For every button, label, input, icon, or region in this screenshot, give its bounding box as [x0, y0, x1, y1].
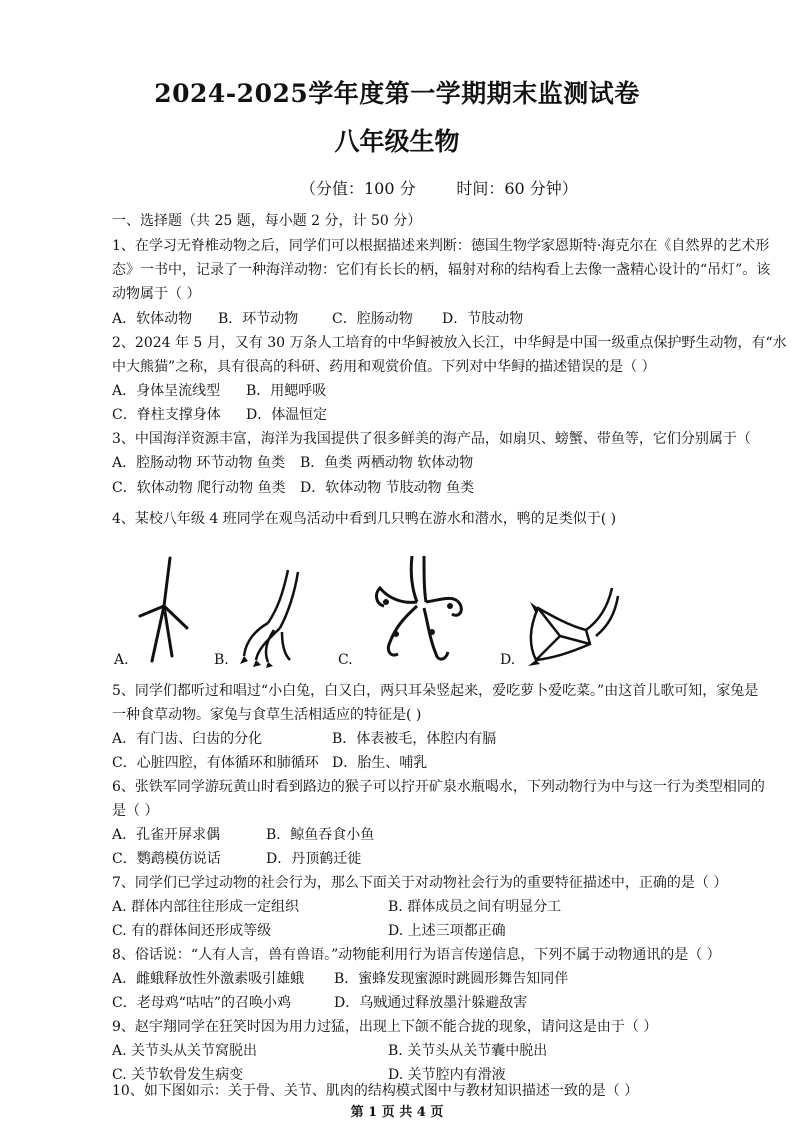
exam-subject: 八年级生物 — [334, 127, 460, 156]
q2-option-a: A．身体呈流线型 — [112, 383, 221, 399]
q3-option-d: D．软体动物 节肢动物 鱼类 — [300, 480, 475, 496]
q4-text-line1: 4、某校八年级 4 班同学在观鸟活动中看到几只鸭在游水和潜水，鸭的足类似于( ) — [112, 511, 617, 527]
foot-b-image — [238, 568, 308, 668]
q9-option-c: C. 关节软骨发生病变 — [112, 1067, 244, 1083]
q5-option-b: B．体表被毛，体腔内有膈 — [332, 731, 497, 747]
q6-option-a: A．孔雀开屏求偶 — [112, 827, 221, 843]
q5-text-line2: 一种食草动物。家兔与食草生活相适应的特征是( ) — [112, 707, 422, 723]
q8-option-b: B．蜜蜂发现蜜源时跳圆形舞告知同伴 — [334, 971, 569, 987]
exam-title: 2024-2025学年度第一学期期末监测试卷 — [154, 79, 640, 108]
q1-text-line3: 动物属于（ ） — [112, 286, 201, 302]
q6-option-d: D．丹顶鹤迁徙 — [266, 851, 362, 867]
foot-d-image — [520, 586, 620, 671]
q2-text-line1: 2、2024 年 5 月，又有 30 万条人工培育的中华鲟被放入长江，中华鲟是中国一级重点保护野生动物，有“水 — [112, 335, 787, 351]
foot-b-label: B. — [214, 652, 229, 668]
q7-text-line1: 7、同学们已学过动物的社会行为，那么下面关于对动物社会行为的重要特征描述中，正确的是（ ） — [112, 875, 728, 891]
q7-option-b: B. 群体成员之间有明显分工 — [388, 899, 562, 915]
q7-option-c: C. 有的群体间还形成等级 — [112, 923, 272, 939]
foot-a-label: A. — [114, 652, 129, 668]
q2-option-d: D．体温恒定 — [246, 407, 328, 423]
foot-a-image — [132, 556, 192, 666]
q8-option-a: A．雌蛾释放性外激素吸引雄蛾 — [112, 971, 305, 987]
foot-c-label: C. — [338, 652, 353, 668]
exam-meta: （分值：100 分 时间：60 分钟） — [300, 179, 578, 198]
q6-text-line2: 是（ ） — [112, 803, 159, 819]
q5-option-a: A．有门齿、臼齿的分化 — [112, 731, 263, 747]
q6-text-line1: 6、张铁军同学游玩黄山时看到路边的猴子可以拧开矿泉水瓶喝水，下列动物行为中与这一行为类型相同的 — [112, 779, 765, 795]
q5-option-d: D．胎生、哺乳 — [332, 755, 428, 771]
page-footer: 第 1 页 共 4 页 — [350, 1105, 444, 1120]
q6-option-c: C．鹦鹉模仿说话 — [112, 851, 221, 867]
q9-text-line1: 9、赵宇翔同学在狂笑时因为用力过猛，出现上下颌不能合拢的现象，请问这是由于（ ） — [112, 1019, 658, 1035]
q8-option-c: C．老母鸡“咕咕”的召唤小鸡 — [112, 995, 292, 1011]
q2-option-c: C．脊柱支撑身体 — [112, 407, 221, 423]
q2-option-b: B．用鳃呼吸 — [246, 383, 327, 399]
q1-option-a: A．软体动物 — [112, 311, 193, 327]
foot-c-image — [362, 554, 472, 669]
q5-option-c: C．心脏四腔，有体循环和肺循环 — [112, 755, 319, 771]
q8-option-d: D．乌贼通过释放墨汁躲避敌害 — [334, 995, 528, 1011]
q8-text-line1: 8、俗话说：“人有人言，兽有兽语。”动物能利用行为语言传递信息，下列不属于动物通讯的是（ ） — [112, 947, 721, 963]
q10-text-line1: 10、如下图如示：关于骨、关节、肌肉的结构模式图中与教材知识描述一致的是（ ） — [112, 1083, 639, 1099]
q7-option-a: A. 群体内部往往形成一定组织 — [112, 899, 300, 915]
q1-text-line2: 态》一书中，记录了一种海洋动物：它们有长长的柄，辐射对称的结构看上去像一盏精心设计的“吊灯”。该 — [112, 262, 771, 278]
section-heading: 一、选择题（共 25 题，每小题 2 分，计 50 分） — [112, 213, 422, 229]
q1-option-b: B．环节动物 — [218, 311, 299, 327]
q1-option-c: C．腔肠动物 — [332, 311, 413, 327]
q5-text-line1: 5、同学们都听过和唱过“小白兔，白又白，两只耳朵竖起来，爱吃萝卜爱吃菜。”由这首儿歌可知，家兔是 — [112, 683, 759, 699]
q1-option-d: D．节肢动物 — [442, 311, 524, 327]
q9-option-b: B. 关节头从关节囊中脱出 — [388, 1043, 548, 1059]
q3-option-c: C．软体动物 爬行动物 鱼类 — [112, 480, 286, 496]
q1-text-line1: 1、在学习无脊椎动物之后，同学们可以根据描述来判断：德国生物学家恩斯特·海克尔在《自然界的艺术形 — [112, 238, 770, 254]
foot-d-label: D. — [500, 652, 516, 668]
q3-option-a: A．腔肠动物 环节动物 鱼类 — [112, 455, 286, 471]
q3-text-line1: 3、中国海洋资源丰富，海洋为我国提供了很多鲜美的海产品，如扇贝、螃蟹、带鱼等，它们分别属于（ — [112, 431, 751, 447]
q9-option-a: A. 关节头从关节窝脱出 — [112, 1043, 258, 1059]
q3-option-b: B．鱼类 两栖动物 软体动物 — [300, 455, 474, 471]
q9-option-d: D. 关节腔内有滑液 — [388, 1067, 506, 1083]
q7-option-d: D. 上述三项都正确 — [388, 923, 506, 939]
q6-option-b: B．鲸鱼吞食小鱼 — [266, 827, 375, 843]
q2-text-line2: 中大熊猫”之称，具有很高的科研、药用和观赏价值。下列对中华鲟的描述错误的是（ ） — [112, 359, 656, 375]
